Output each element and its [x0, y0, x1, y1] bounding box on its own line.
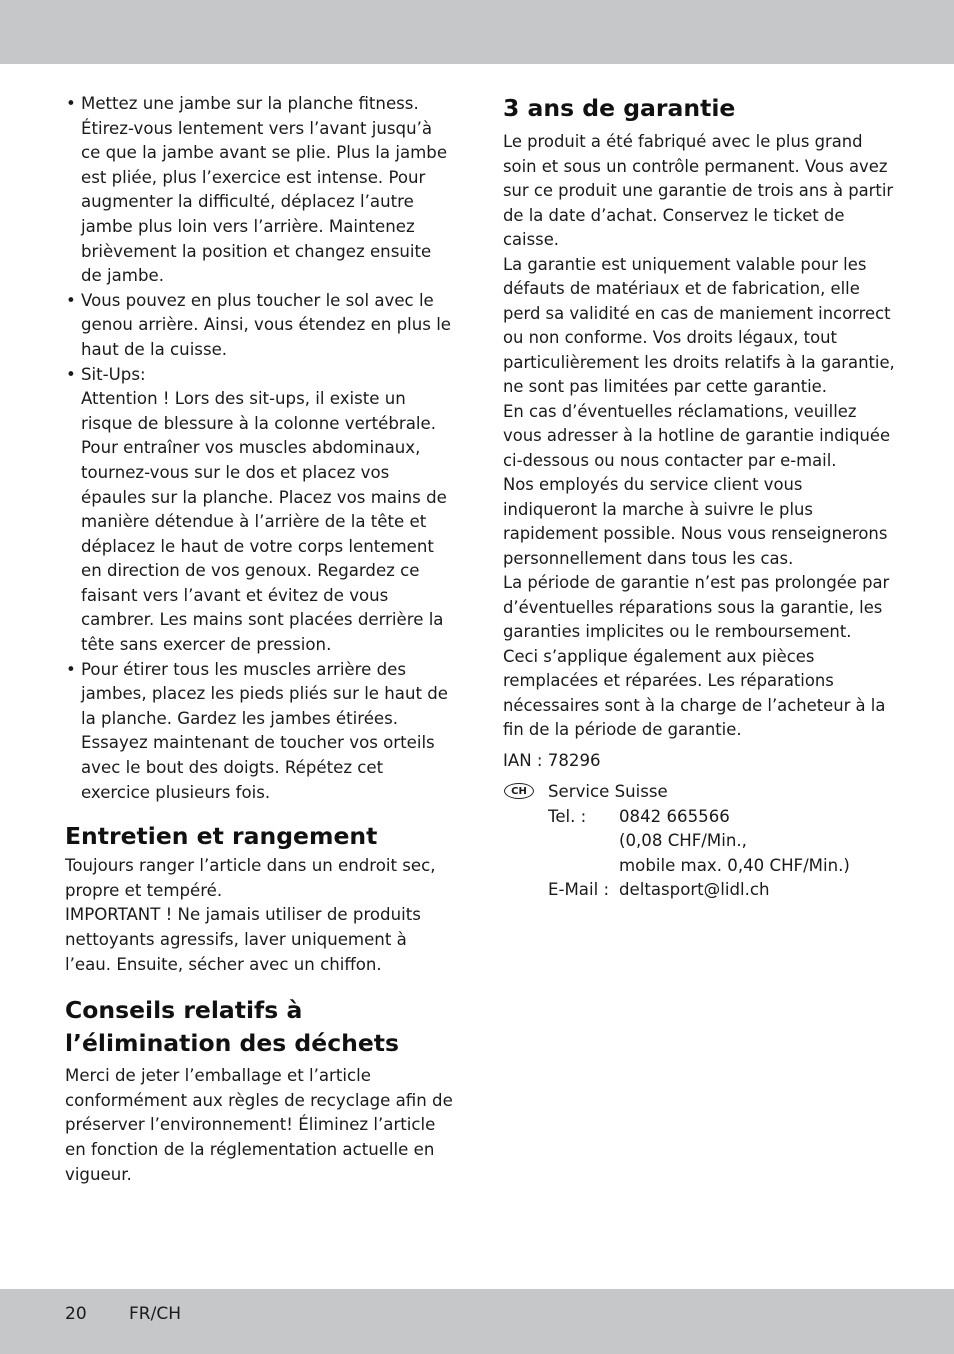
service-note-row: [503, 829, 897, 854]
ian-number: IAN : 78296: [503, 750, 601, 770]
entretien-text: Toujours ranger l’article dans un endroit sec, propre et tempéré.: [65, 856, 436, 900]
tel-label: Tel. :: [548, 806, 587, 826]
list-item: [65, 363, 455, 658]
tel-mobile-rate: mobile max. 0,40 CHF/Min.): [619, 855, 850, 875]
garantie-paragraph: Ceci s’applique également aux pièces remplacées et réparées. Les réparations nécessaires sont à la charge de l’acheteur à la fin de la période de garantie.: [503, 646, 886, 739]
section-title-conseils: [65, 994, 455, 1060]
exercise-list: [65, 92, 455, 805]
service-email-row: [503, 878, 897, 903]
list-item: [65, 92, 455, 289]
bullet-text: Mettez une jambe sur la planche fitness. Étirez-vous lentement vers l’avant jusqu’à ce que la jambe avant se plie. Plus la jambe est pliée, plus l’exercice est intense. Pour augmenter la difficulté, déplacez l’autre jambe plus loin vers l’arrière. Maintenez brièvement la position et changez ensuite de jambe.: [81, 94, 448, 286]
language-code: FR/CH: [129, 1304, 181, 1324]
garantie-paragraph: Le produit a été fabriqué avec le plus grand soin et sous un contrôle permanent. Vous avez sur ce produit une garantie de trois ans à partir de la date d’achat. Conservez le ticket de caisse.: [503, 132, 894, 249]
section-title-garantie: 3 ans de garantie: [503, 94, 736, 122]
tel-value: 0842 665566: [619, 806, 730, 826]
title-line: l’élimination des déchets: [65, 1029, 400, 1058]
email-label: E-Mail :: [548, 880, 610, 900]
garantie-paragraph: Nos employés du service client vous indiqueront la marche à suivre le plus rapidement possible. Nous vous renseignerons personnellement dans tous les cas.: [503, 475, 888, 568]
page-number: 20: [65, 1304, 87, 1324]
service-name: Service Suisse: [548, 782, 668, 802]
list-item: [65, 658, 455, 806]
garantie-paragraph: En cas d’éventuelles réclamations, veuillez vous adresser à la hotline de garantie indiquée ci-dessous ou nous contacter par e-mail.: [503, 401, 891, 470]
left-column: [65, 92, 455, 1187]
tel-rate: (0,08 CHF/Min.,: [619, 831, 747, 851]
section-title-entretien: Entretien et rangement: [65, 822, 378, 851]
service-tel-row: [503, 805, 897, 830]
title-line: Conseils relatifs à: [65, 996, 303, 1025]
conseils-text: Merci de jeter l’emballage et l’article conformément aux règles de recyclage afin de préserver l’environnement! Éliminez l’article en fonction de la réglementation actuelle en vigueur.: [65, 1066, 453, 1184]
list-item: [65, 289, 455, 363]
email-value: deltasport@lidl.ch: [619, 880, 770, 900]
entretien-important: IMPORTANT ! Ne jamais utiliser de produits nettoyants agressifs, laver uniquement à l’eau. Ensuite, sécher avec un chiffon.: [65, 905, 421, 974]
situps-instructions: Pour entraîner vos muscles abdominaux, tournez-vous sur le dos et placez vos épaules sur la planche. Placez vos mains de manière détendue à l’arrière de la tête et déplacez le haut de votre corps lentement en direction de vos genoux. Regardez ce faisant vers l’avant et évitez de vous cambrer. Les mains sont placées derrière la tête sans exercer de pression.: [81, 438, 447, 655]
garantie-paragraph: La garantie est uniquement valable pour les défauts de matériaux et de fabrication, elle perd sa validité en cas de maniement incorrect ou non conforme. Vos droits légaux, tout particulièrement les droits relatifs à la garantie, ne sont pas limitées par cette garantie.: [503, 254, 895, 396]
bullet-text: Pour étirer tous les muscles arrière des jambes, placez les pieds pliés sur le haut de la planche. Gardez les jambes étirées. Essayez maintenant de toucher vos orteils avec le bout des doigts. Répétez cet exercice plusieurs fois.: [81, 659, 449, 802]
right-column: [503, 92, 897, 903]
bullet-text: Vous pouvez en plus toucher le sol avec le genou arrière. Ainsi, vous étendez en plus le haut de la cuisse.: [81, 290, 452, 359]
service-name-row: [503, 780, 897, 805]
bullet-text: Sit-Ups:: [81, 364, 146, 384]
garantie-paragraph: La période de garantie n’est pas prolongée par d’éventuelles réparations sous la garantie, les garanties implicites ou le remboursement.: [503, 573, 890, 641]
situps-warning: Attention ! Lors des sit-ups, il existe un risque de blessure à la colonne vertébrale.: [81, 389, 436, 433]
header-band: [0, 0, 954, 64]
service-note-row: [503, 854, 897, 879]
ch-country-badge-icon: CH: [504, 783, 534, 799]
service-block: [503, 780, 897, 903]
